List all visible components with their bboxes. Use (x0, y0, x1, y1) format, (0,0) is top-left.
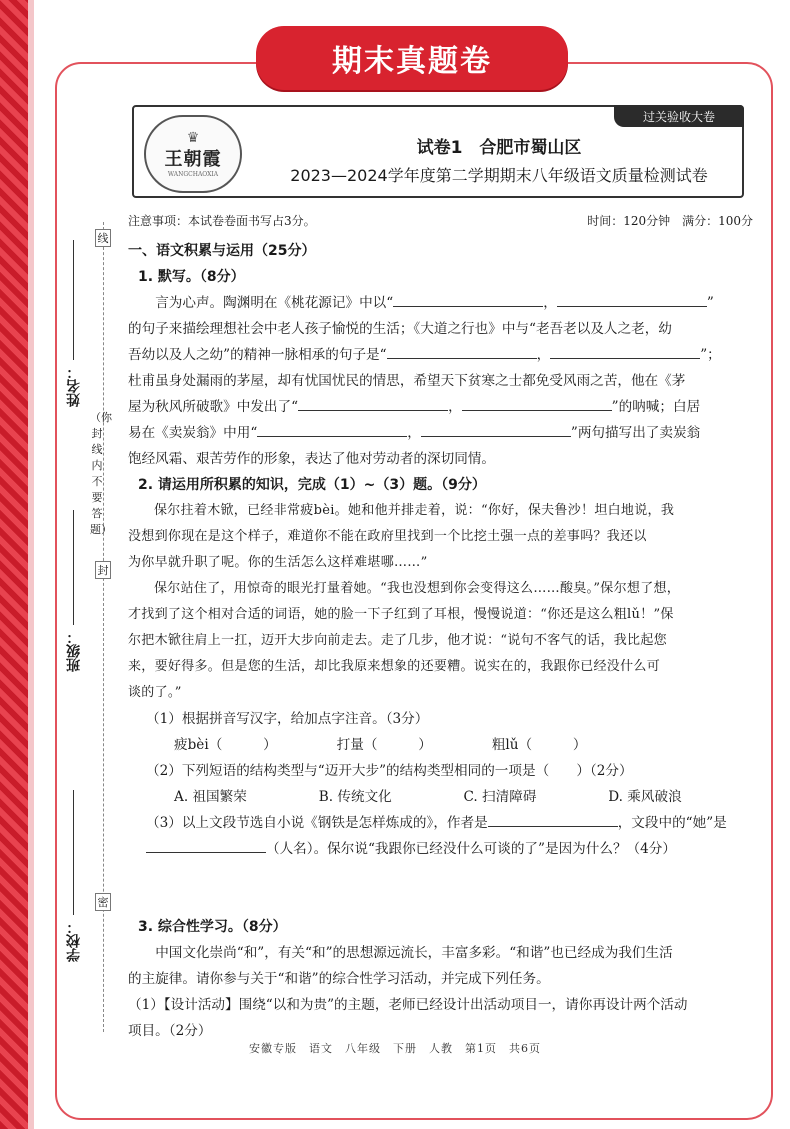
question-2-title: 2. 请运用所积累的知识，完成（1）~（3）题。（9分） (138, 477, 486, 493)
pinyin-row (128, 732, 753, 758)
q1-line: 的句子来描绘理想社会中老人孩子愉悦的生活；《大道之行也》中与“老吾老以及人之老，幼 (128, 321, 672, 337)
class-line (73, 510, 74, 625)
notes-row (128, 208, 753, 234)
choice-row (128, 784, 753, 810)
answer-blank[interactable] (146, 837, 266, 853)
q2-sub3: （3）以上文段节选自小说《钢铁是怎样炼成的》，作者是 ，文段中的“她”是 (128, 810, 753, 836)
school-line (73, 790, 74, 915)
binding-mark-line: 线 (95, 229, 111, 247)
name-label: 姓名： (66, 365, 82, 407)
story-line: 没想到你现在是这个样子，难道你不能在政府里找到一个比挖土强一点的差事吗？我还以 (128, 529, 647, 544)
answer-blank[interactable] (462, 395, 612, 411)
exam-content (128, 208, 753, 1044)
choice-a[interactable]: A. 祖国繁荣 (174, 789, 247, 805)
answer-blank[interactable] (298, 395, 448, 411)
banner-title: 期末真题卷 (256, 26, 568, 90)
header-tag: 过关验收大卷 (614, 105, 744, 127)
q3-line: 中国文化崇尚“和”，有关“和”的思想源远流长，丰富多彩。“和谐”也已经成为我们生活 (155, 945, 673, 961)
q1-line: 吾幼以及人之幼”的精神一脉相承的句子是“ ， ”； (128, 342, 753, 368)
exam-header (132, 105, 744, 198)
brand-logo (144, 115, 242, 193)
q1-line: 屋为秋风所破歌》中发出了“ ， ”的呐喊；白居 (128, 394, 753, 420)
exam-title: 试卷1 合肥市蜀山区 (416, 138, 582, 158)
q1-line: 易在《卖炭翁》中用“ ， ”两句描写出了卖炭翁 (128, 420, 753, 446)
notes-left: 注意事项：本试卷卷面书写占3分。 (128, 214, 316, 228)
choice-b[interactable]: B. 传统文化 (318, 789, 392, 805)
answer-blank[interactable] (488, 811, 618, 827)
decorative-side-strip (0, 0, 34, 1129)
q1-line: 饱经风霜、艰苦劳作的形象，表达了他对劳动者的深切同情。 (128, 451, 496, 467)
q2-sub3-cont: （人名）。保尔说“我跟你已经没什么可谈的了”是因为什么？（4分） (128, 836, 753, 862)
crown-icon: ♛ (186, 129, 200, 146)
q3-line: （1）【设计活动】围绕“以和为贵”的主题，老师已经设计出活动项目一，请你再设计两个活动 (128, 997, 688, 1013)
binding-note: （你封线内不要答题） (90, 411, 112, 536)
answer-blank[interactable] (257, 421, 407, 437)
q3-line: 的主旋律。请你参与关于“和谐”的综合性学习活动，并完成下列任务。 (128, 971, 550, 987)
story-line: 来，要好得多。但是您的生活，却比我原来想象的还要糟。说实在的，我跟你已经没什么可 (128, 659, 661, 674)
pinyin-item[interactable]: 打量（ ） (336, 737, 432, 753)
question-3-title: 3. 综合性学习。（8分） (138, 919, 287, 935)
logo-text: 王朝霞 (164, 148, 222, 170)
story-line: 为你早就升职了呢。你的生活怎么这样难堪哪……” (128, 555, 428, 570)
story-line: 才找到了这个相对合适的词语，她的脸一下子红到了耳根，慢慢说道：“你还是这么粗lǔ！”保 (128, 607, 674, 622)
story-line: 保尔站住了，用惊奇的眼光打量着她。“我也没想到你会变得这么……酸臭。”保尔想了想， (154, 581, 681, 596)
choice-c[interactable]: C. 扫清障碍 (463, 789, 537, 805)
section-title: 一、语文积累与运用（25分） (128, 243, 316, 259)
q1-line: 杜甫虽身处漏雨的茅屋，却有忧国忧民的情思，希望天下贫寒之士都免受风雨之苦，他在《茅 (128, 373, 686, 389)
question-1-title: 1. 默写。（8分） (138, 269, 245, 285)
q2-sub2: （2）下列短语的结构类型与“迈开大步”的结构类型相同的一项是（ ）（2分） (146, 763, 633, 779)
choice-d[interactable]: D. 乘风破浪 (608, 789, 682, 805)
name-line (73, 240, 74, 360)
answer-blank[interactable] (557, 291, 707, 307)
answer-blank[interactable] (387, 343, 537, 359)
class-label: 班级： (66, 630, 82, 672)
exam-subtitle: 2023—2024学年度第二学期期末八年级语文质量检测试卷 (290, 166, 708, 185)
q1-line: 言为心声。陶渊明在《桃花源记》中以“ ， ” (128, 290, 753, 316)
story-line: 尔把木锨往肩上一扛，迈开大步向前走去。走了几步，他才说：“说句不客气的话，我比起您 (128, 633, 667, 648)
pinyin-item[interactable]: 粗lǔ（ ） (491, 737, 587, 753)
answer-space[interactable] (128, 862, 753, 914)
pinyin-item[interactable]: 疲bèi（ ） (174, 737, 277, 753)
page-footer: 安徽专版 语文 八年级 下册 人教 第1页 共6页 (249, 1042, 541, 1055)
binding-mark-seal: 封 (95, 561, 111, 579)
binding-mark-secret: 密 (95, 893, 111, 911)
school-label: 学校： (66, 920, 82, 962)
answer-blank[interactable] (393, 291, 543, 307)
answer-blank[interactable] (421, 421, 571, 437)
story-line: 谈的了。” (128, 685, 182, 700)
story-line: 保尔拄着木锨，已经非常疲bèi。她和他并排走着，说：“你好，保夫鲁沙！坦白地说，我 (154, 503, 675, 518)
answer-blank[interactable] (550, 343, 700, 359)
notes-right: 时间：120分钟 满分：100分 (587, 214, 753, 228)
q3-line: 项目。（2分） (128, 1023, 212, 1039)
logo-sub: WANGCHAOXIA (167, 170, 219, 178)
q2-sub1: （1）根据拼音写汉字，给加点字注音。（3分） (146, 711, 429, 727)
